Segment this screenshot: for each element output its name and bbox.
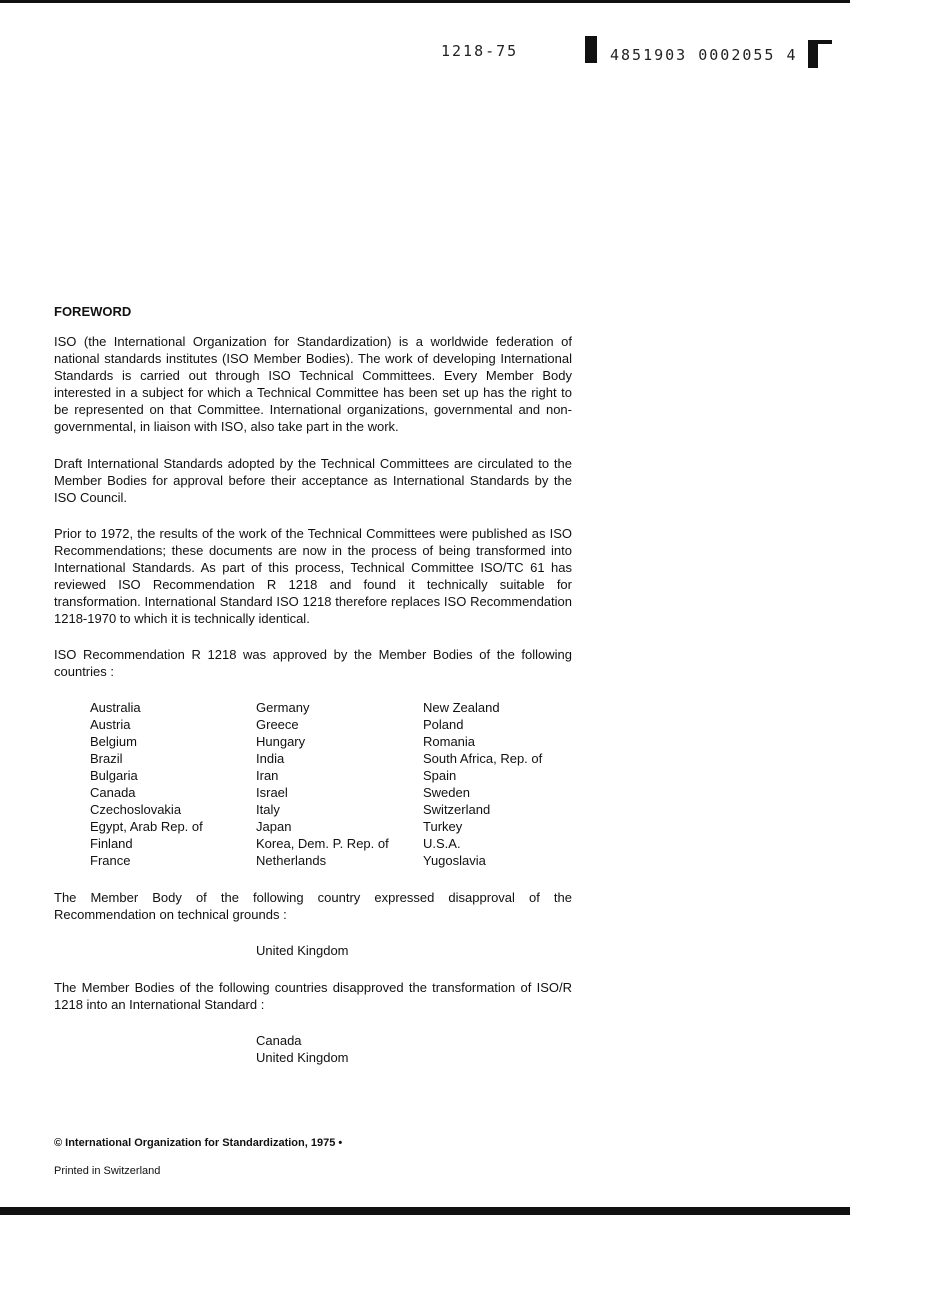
foreword-paragraph-6: The Member Bodies of the following countries disapproved the transformation of ISO/R 1218 into an International Standard : — [54, 980, 572, 1012]
country-name: Hungary — [256, 734, 306, 749]
country-name: Canada — [90, 785, 136, 800]
scan-bar-left — [585, 36, 597, 63]
foreword-paragraph-2: Draft International Standards adopted by the Technical Committees are circulated to the Member Bodies for approval before their acceptance as International Standards by the ISO Council. — [54, 456, 572, 505]
country-name: Japan — [256, 819, 292, 834]
disapproving-country: United Kingdom — [256, 943, 349, 958]
doc-code-mark: 1218-75 — [441, 42, 519, 60]
scan-bar-right-cap — [808, 40, 832, 44]
country-name: Yugoslavia — [423, 853, 486, 868]
country-name: Switzerland — [423, 802, 491, 817]
country-name: Poland — [423, 717, 464, 732]
country-name: New Zealand — [423, 700, 500, 715]
foreword-paragraph-1: ISO (the International Organization for Standardization) is a worldwide federation of national standards institutes (ISO Member Bodies). The work of developing International Standards is carried out through ISO Technical Committees. Every Member Body interested in a subject for which a Technical Committee has been set up has the right to be represented on that Committee. International organizations, governmental and non-governmental, in liaison with ISO, also take part in the work. — [54, 334, 572, 434]
country-name: Australia — [90, 700, 141, 715]
country-name: Germany — [256, 700, 310, 715]
foreword-paragraph-4: ISO Recommendation R 1218 was approved by the Member Bodies of the following countries : — [54, 647, 572, 679]
country-name: Israel — [256, 785, 288, 800]
scan-bar-right — [808, 40, 818, 68]
country-name: Canada — [256, 1033, 302, 1048]
country-name: Korea, Dem. P. Rep. of — [256, 836, 389, 851]
country-name: Spain — [423, 768, 457, 783]
top-edge-rule — [0, 0, 850, 3]
country-name: South Africa, Rep. of — [423, 751, 543, 766]
country-name: Netherlands — [256, 853, 327, 868]
bottom-edge-rule — [0, 1207, 850, 1215]
country-name: United Kingdom — [256, 1050, 349, 1065]
country-column-2 — [256, 699, 389, 869]
country-name: Greece — [256, 717, 299, 732]
copyright-notice: © International Organization for Standardization, 1975 • — [54, 1137, 343, 1149]
country-name: India — [256, 751, 285, 766]
foreword-paragraph-3: Prior to 1972, the results of the work of the Technical Committees were published as ISO Recommendations; these documents are now in the process of being transformed into International Standards. As part of this process, Technical Committee ISO/TC 61 has reviewed ISO Recommendation R 1218 and found it technically suitable for transformation. International Standard ISO 1218 therefore replaces ISO Recommendation 1218-1970 to which it is technically identical. — [54, 526, 572, 626]
transformation-disapproval-list — [256, 1032, 349, 1066]
printed-location: Printed in Switzerland — [54, 1165, 161, 1177]
country-name: Belgium — [90, 734, 137, 749]
country-name: Egypt, Arab Rep. of — [90, 819, 203, 834]
country-name: Romania — [423, 734, 476, 749]
country-name: France — [90, 853, 131, 868]
country-name: Italy — [256, 802, 280, 817]
foreword-paragraph-5: The Member Body of the following country expressed disapproval of the Recommendation on technical grounds : — [54, 890, 572, 922]
foreword-title: FOREWORD — [54, 304, 132, 319]
country-name: Czechoslovakia — [90, 802, 182, 817]
country-name: Austria — [90, 717, 131, 732]
country-name: Brazil — [90, 751, 123, 766]
country-name: Iran — [256, 768, 279, 783]
country-name: U.S.A. — [423, 836, 461, 851]
country-column-3 — [423, 699, 542, 869]
barcode-number: 4851903 0002055 4 — [610, 46, 798, 64]
country-column-1 — [90, 699, 203, 869]
country-name: Finland — [90, 836, 133, 851]
country-name: Sweden — [423, 785, 470, 800]
country-name: Bulgaria — [90, 768, 138, 783]
country-name: Turkey — [423, 819, 463, 834]
